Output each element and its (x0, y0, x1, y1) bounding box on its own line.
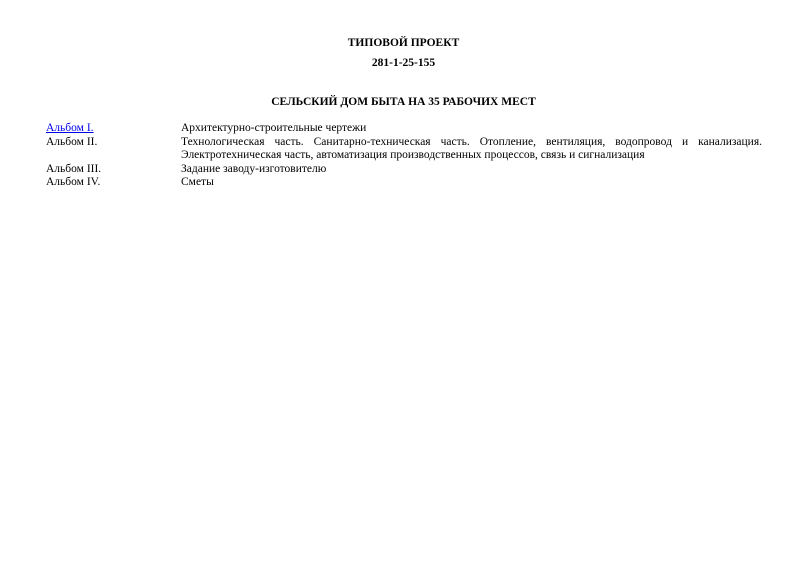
album-2-description: Технологическая часть. Санитарно-техническая часть. Отопление, вентиляция, водопровод и канализация. Электротехническая часть, автоматизация производственных процессов, связь и сигнализация (181, 135, 762, 162)
album-4-description: Сметы (181, 176, 214, 189)
album-3-name: Альбом III. (46, 162, 102, 175)
album-row-4 (46, 176, 762, 190)
album-row-3 (46, 163, 762, 177)
project-number-heading: 281-1-25-155 (371, 57, 436, 69)
album-row-2 (46, 136, 762, 163)
document-type-heading: ТИПОВОЙ ПРОЕКТ (347, 37, 460, 49)
album-3-description: Задание заводу-изготовителю (181, 162, 327, 175)
album-list (46, 122, 762, 190)
project-title-heading: СЕЛЬСКИЙ ДОМ БЫТА НА 35 РАБОЧИХ МЕСТ (271, 96, 536, 108)
album-4-name: Альбом IV. (46, 176, 101, 189)
album-1-link[interactable]: Альбом I. (46, 122, 94, 134)
album-1-description: Архитектурно-строительные чертежи (181, 122, 367, 134)
album-2-name: Альбом II. (46, 135, 98, 148)
album-row-1 (46, 122, 762, 136)
